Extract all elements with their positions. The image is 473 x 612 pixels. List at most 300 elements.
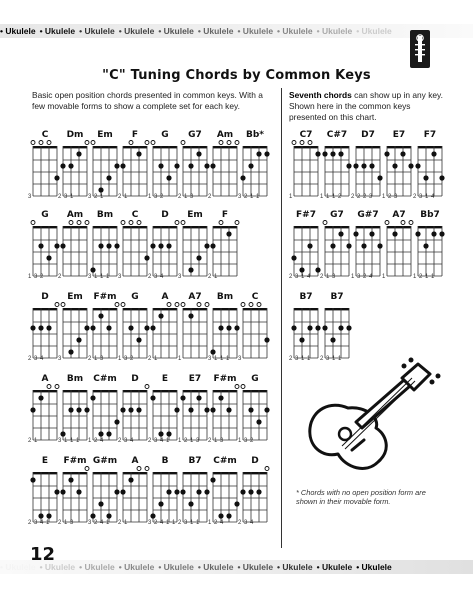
finger-numbers: 3 1 1 1 xyxy=(58,438,80,444)
band-word: • Ukulele xyxy=(79,562,115,572)
finger-numbers: 1 3 2 xyxy=(118,356,134,362)
finger-dot xyxy=(106,175,111,180)
chord-nut xyxy=(63,226,87,228)
open-string-marker xyxy=(115,303,119,307)
chord-name: E xyxy=(161,374,169,384)
finger-dot xyxy=(226,325,231,330)
chord-name: G xyxy=(251,374,259,384)
finger-numbers: 2 3 4 xyxy=(118,438,134,444)
chord-grid xyxy=(120,302,150,360)
finger-dot xyxy=(218,513,223,518)
finger-dot xyxy=(158,243,163,248)
chord-name: Bm xyxy=(96,210,114,220)
finger-dot xyxy=(84,325,89,330)
chord-nut xyxy=(213,146,237,148)
column-divider xyxy=(281,88,282,548)
chord-nut xyxy=(418,146,442,148)
finger-dot xyxy=(322,325,327,330)
chord-nut xyxy=(93,472,117,474)
finger-dot xyxy=(439,231,444,236)
finger-dot xyxy=(423,175,428,180)
finger-dot xyxy=(256,489,261,494)
chord-grid xyxy=(180,140,210,198)
chord-name: A7 xyxy=(188,292,202,302)
chord-name: C xyxy=(251,292,259,302)
finger-numbers: 1 2 1 1 xyxy=(413,274,435,280)
finger-dot xyxy=(330,151,335,156)
footer-ukulele-band xyxy=(0,560,473,574)
finger-numbers: 2 3 4 xyxy=(148,274,164,280)
chord-name: B xyxy=(161,456,169,466)
finger-dot xyxy=(431,151,436,156)
chord-name: F#m xyxy=(93,292,117,302)
finger-numbers: 3 2 1 1 xyxy=(238,194,260,200)
open-string-marker xyxy=(241,385,245,389)
chord-name: Dm xyxy=(66,130,84,140)
finger-dot xyxy=(248,163,253,168)
finger-dot xyxy=(136,407,141,412)
finger-numbers: 1 1 1 2 xyxy=(320,194,342,200)
chord-grid xyxy=(240,302,270,360)
chord-name: G7 xyxy=(330,210,344,220)
band-word: • Ukulele xyxy=(0,26,36,36)
open-string-marker xyxy=(227,141,231,145)
finger-numbers: 3 1 1 1 xyxy=(88,274,110,280)
open-string-marker xyxy=(69,221,73,225)
finger-dot xyxy=(174,489,179,494)
finger-dot xyxy=(30,325,35,330)
finger-numbers: 2 3 4 1 xyxy=(148,438,170,444)
finger-dot xyxy=(218,395,223,400)
finger-dot xyxy=(136,151,141,156)
band-word: • Ukulele xyxy=(277,26,313,36)
chord-nut xyxy=(356,146,380,148)
chord-name: B7 xyxy=(299,292,313,302)
band-word: • Ukulele xyxy=(197,562,234,572)
finger-dot xyxy=(415,231,420,236)
intro-left-text: Basic open position chords presented in common keys. With a few movable forms to show a complete set for each key. xyxy=(32,90,263,111)
chord-name: E7 xyxy=(392,130,406,140)
finger-dot xyxy=(68,349,73,354)
finger-numbers: 1 2 3 xyxy=(382,194,398,200)
finger-numbers: 3 xyxy=(58,356,62,362)
chord-nut xyxy=(356,226,380,228)
chord-grid xyxy=(180,384,210,442)
chord-nut xyxy=(183,472,207,474)
chord-grid xyxy=(120,140,150,198)
finger-dot xyxy=(248,407,253,412)
finger-dot xyxy=(204,243,209,248)
open-string-marker xyxy=(249,303,253,307)
chord-grid xyxy=(90,302,120,360)
chord-nut xyxy=(63,146,87,148)
finger-dot xyxy=(315,267,320,272)
open-string-marker xyxy=(197,303,201,307)
finger-numbers: 2 3 4 1 xyxy=(28,520,50,526)
band-word: • Ukulele xyxy=(79,26,115,36)
finger-dot xyxy=(90,325,95,330)
chord-nut xyxy=(294,226,318,228)
open-string-marker xyxy=(219,141,223,145)
chord-name: C xyxy=(41,130,49,140)
chord-nut xyxy=(387,146,411,148)
open-string-marker xyxy=(129,141,133,145)
chord-nut xyxy=(123,472,147,474)
chord-name: Am xyxy=(216,130,234,140)
chord-name: G#m xyxy=(92,456,118,466)
finger-dot xyxy=(299,337,304,342)
finger-dot xyxy=(166,489,171,494)
header-ukulele-band xyxy=(0,24,473,38)
finger-dot xyxy=(218,325,223,330)
finger-dot xyxy=(60,489,65,494)
finger-dot xyxy=(128,407,133,412)
finger-numbers: 2 xyxy=(58,274,62,280)
finger-numbers: 2 1 3 xyxy=(208,438,224,444)
open-string-marker xyxy=(175,221,179,225)
chord-grid xyxy=(240,466,270,524)
finger-dot xyxy=(361,163,366,168)
finger-dot xyxy=(196,151,201,156)
open-string-marker xyxy=(137,221,141,225)
finger-numbers: 3 xyxy=(178,274,182,280)
finger-dot xyxy=(144,255,149,260)
open-string-marker xyxy=(257,303,261,307)
finger-dot xyxy=(439,175,444,180)
finger-numbers: 2 1 xyxy=(208,274,218,280)
chord-nut xyxy=(325,226,349,228)
chord-grid xyxy=(291,220,321,278)
finger-dot xyxy=(264,337,269,342)
finger-dot xyxy=(196,395,201,400)
finger-dot xyxy=(136,337,141,342)
finger-numbers: 2 2 2 3 xyxy=(351,194,373,200)
finger-dot xyxy=(196,255,201,260)
chord-nut xyxy=(418,226,442,228)
finger-dot xyxy=(46,325,51,330)
finger-dot xyxy=(423,243,428,248)
finger-dot xyxy=(150,513,155,518)
chord-nut xyxy=(243,390,267,392)
open-string-marker xyxy=(121,303,125,307)
chord-name: Bb* xyxy=(245,130,264,140)
chord-grid xyxy=(60,140,90,198)
open-string-marker xyxy=(151,141,155,145)
band-word: • Ukulele xyxy=(158,562,194,572)
chord-name: Em xyxy=(97,130,113,140)
finger-dot xyxy=(361,243,366,248)
finger-numbers: 3 2 4 1 1 xyxy=(148,520,176,526)
finger-dot xyxy=(210,477,215,482)
chord-grid xyxy=(90,140,120,198)
chord-nut xyxy=(93,146,117,148)
band-word: • Ukulele xyxy=(356,26,392,36)
finger-numbers: 3 2 4 1 xyxy=(88,520,110,526)
page-number: 12 xyxy=(30,544,56,565)
ukulele-tab-icon xyxy=(410,30,430,68)
chord-name: Bm xyxy=(66,374,84,384)
finger-numbers: 1 3 2 4 xyxy=(351,274,373,280)
finger-dot xyxy=(204,489,209,494)
chord-grid xyxy=(60,466,90,524)
finger-numbers: 1 2 1 3 xyxy=(178,438,200,444)
open-string-marker xyxy=(167,303,171,307)
finger-dot xyxy=(240,489,245,494)
open-string-marker xyxy=(385,221,389,225)
band-word: • Ukulele xyxy=(356,562,392,572)
finger-dot xyxy=(120,489,125,494)
chord-nut xyxy=(63,472,87,474)
finger-dot xyxy=(166,431,171,436)
chord-grid xyxy=(30,302,60,360)
chord-name: Am xyxy=(66,210,84,220)
finger-dot xyxy=(106,431,111,436)
finger-numbers: 2 3 1 4 xyxy=(289,274,311,280)
finger-dot xyxy=(322,151,327,156)
finger-dot xyxy=(98,243,103,248)
finger-dot xyxy=(338,151,343,156)
open-string-marker xyxy=(219,221,223,225)
chord-name: G xyxy=(161,130,169,140)
chord-grid xyxy=(384,140,414,198)
chord-name: C#m xyxy=(213,456,237,466)
finger-dot xyxy=(120,407,125,412)
chord-grid xyxy=(353,220,383,278)
chord-grid xyxy=(150,220,180,278)
chord-grid xyxy=(322,140,352,198)
finger-numbers: 3 xyxy=(238,356,242,362)
open-string-marker xyxy=(181,303,185,307)
finger-dot xyxy=(188,267,193,272)
finger-dot xyxy=(46,513,51,518)
chord-grid xyxy=(322,220,352,278)
finger-numbers: 3 xyxy=(118,274,122,280)
chord-nut xyxy=(183,226,207,228)
chord-nut xyxy=(123,226,147,228)
chord-nut xyxy=(325,146,349,148)
finger-dot xyxy=(114,163,119,168)
chord-nut xyxy=(213,390,237,392)
finger-dot xyxy=(210,243,215,248)
finger-dot xyxy=(299,267,304,272)
chord-grid xyxy=(210,466,240,524)
finger-dot xyxy=(68,407,73,412)
finger-dot xyxy=(431,231,436,236)
chord-name: A xyxy=(41,374,49,384)
finger-dot xyxy=(54,489,59,494)
finger-dot xyxy=(346,325,351,330)
finger-dot xyxy=(226,407,231,412)
chord-nut xyxy=(63,308,87,310)
band-word: • Ukulele xyxy=(158,26,194,36)
finger-dot xyxy=(307,325,312,330)
open-string-marker xyxy=(39,141,43,145)
finger-dot xyxy=(264,151,269,156)
finger-dot xyxy=(188,313,193,318)
finger-dot xyxy=(106,325,111,330)
ukulele-illustration xyxy=(300,350,450,484)
open-string-marker xyxy=(31,141,35,145)
finger-numbers: 2 1 xyxy=(28,438,38,444)
chord-nut xyxy=(183,390,207,392)
chord-nut xyxy=(213,308,237,310)
finger-dot xyxy=(76,337,81,342)
finger-dot xyxy=(234,325,239,330)
chord-nut xyxy=(93,308,117,310)
finger-dot xyxy=(256,419,261,424)
finger-dot xyxy=(158,501,163,506)
open-string-marker xyxy=(85,467,89,471)
chord-name: B7 xyxy=(188,456,202,466)
chord-name: Bb7 xyxy=(420,210,440,220)
finger-dot xyxy=(400,151,405,156)
finger-dot xyxy=(291,325,296,330)
open-string-marker xyxy=(292,141,296,145)
finger-dot xyxy=(174,407,179,412)
finger-dot xyxy=(76,407,81,412)
finger-dot xyxy=(369,163,374,168)
chord-name: G xyxy=(41,210,49,220)
band-word: • Ukulele xyxy=(118,26,155,36)
chord-nut xyxy=(93,390,117,392)
finger-numbers: 2 3 1 4 xyxy=(413,194,435,200)
finger-dot xyxy=(76,489,81,494)
open-string-marker xyxy=(205,303,209,307)
finger-dot xyxy=(264,407,269,412)
finger-dot xyxy=(98,501,103,506)
chord-grid xyxy=(150,140,180,198)
finger-dot xyxy=(210,349,215,354)
chord-name: A7 xyxy=(392,210,406,220)
chord-nut xyxy=(325,308,349,310)
finger-dot xyxy=(240,175,245,180)
chord-nut xyxy=(123,390,147,392)
chord-nut xyxy=(63,390,87,392)
chord-grid xyxy=(30,384,60,442)
chord-nut xyxy=(123,146,147,148)
finger-dot xyxy=(106,513,111,518)
chord-grid xyxy=(180,302,210,360)
chord-nut xyxy=(153,390,177,392)
open-string-marker xyxy=(409,221,413,225)
chord-name: Em xyxy=(187,210,203,220)
chord-grid xyxy=(120,384,150,442)
finger-dot xyxy=(408,163,413,168)
finger-dot xyxy=(369,231,374,236)
finger-dot xyxy=(330,337,335,342)
finger-dot xyxy=(353,163,358,168)
finger-dot xyxy=(210,407,215,412)
finger-dot xyxy=(60,431,65,436)
open-string-marker xyxy=(55,303,59,307)
finger-dot xyxy=(196,489,201,494)
finger-numbers: 2 3 1 1 xyxy=(320,356,342,362)
chord-nut xyxy=(33,308,57,310)
chord-name: Bm xyxy=(216,292,234,302)
chord-nut xyxy=(153,226,177,228)
finger-numbers: 2 1 xyxy=(118,194,128,200)
chord-grid xyxy=(60,384,90,442)
chord-grid xyxy=(210,140,240,198)
open-string-marker xyxy=(31,221,35,225)
open-string-marker xyxy=(181,221,185,225)
open-string-marker xyxy=(137,467,141,471)
chord-grid xyxy=(210,384,240,442)
finger-dot xyxy=(180,489,185,494)
finger-dot xyxy=(204,163,209,168)
finger-dot xyxy=(98,313,103,318)
chord-grid xyxy=(415,140,445,198)
finger-dot xyxy=(346,163,351,168)
finger-numbers: 2 3 1 1 xyxy=(289,356,311,362)
open-string-marker xyxy=(85,141,89,145)
open-string-marker xyxy=(47,385,51,389)
chord-grid xyxy=(210,302,240,360)
band-word: • Ukulele xyxy=(118,562,155,572)
chord-name: C#m xyxy=(93,374,117,384)
finger-dot xyxy=(392,231,397,236)
chord-grid xyxy=(415,220,445,278)
finger-dot xyxy=(166,175,171,180)
chord-grid xyxy=(180,466,210,524)
chord-grid xyxy=(120,220,150,278)
finger-dot xyxy=(338,231,343,236)
chord-name: D xyxy=(251,456,259,466)
chord-name: A xyxy=(131,456,139,466)
finger-dot xyxy=(150,325,155,330)
chord-nut xyxy=(243,146,267,148)
finger-dot xyxy=(60,163,65,168)
finger-numbers: 1 xyxy=(178,356,182,362)
chord-name: C7 xyxy=(299,130,313,140)
chord-name: C xyxy=(131,210,139,220)
band-word: • Ukulele xyxy=(277,562,313,572)
finger-dot xyxy=(377,243,382,248)
intro-right-rest: can show up in any key. Shown here in the common keys presented on this chart. xyxy=(289,90,443,122)
finger-dot xyxy=(60,243,65,248)
finger-dot xyxy=(128,325,133,330)
finger-dot xyxy=(307,243,312,248)
finger-dot xyxy=(158,431,163,436)
finger-numbers: 2 3 4 xyxy=(28,356,44,362)
open-string-marker xyxy=(235,385,239,389)
band-word: • Ukulele xyxy=(39,26,76,36)
finger-numbers: 1 2 4 xyxy=(88,438,104,444)
finger-dot xyxy=(150,243,155,248)
finger-dot xyxy=(315,325,320,330)
chord-nut xyxy=(213,226,237,228)
chord-nut xyxy=(294,308,318,310)
chord-nut xyxy=(123,308,147,310)
chord-name: F7 xyxy=(423,130,437,140)
chord-name: F xyxy=(221,210,229,220)
finger-numbers: 2 1 3 xyxy=(320,274,336,280)
chord-name: F#7 xyxy=(296,210,316,220)
chord-name: Em xyxy=(67,292,83,302)
chord-grid xyxy=(180,220,210,278)
finger-dot xyxy=(68,163,73,168)
chord-grid xyxy=(90,466,120,524)
chord-nut xyxy=(243,308,267,310)
finger-numbers: 2 1 3 xyxy=(58,520,74,526)
band-word: • Ukulele xyxy=(237,562,274,572)
finger-numbers: 2 3 1 1 xyxy=(178,520,200,526)
finger-numbers: 2 xyxy=(208,194,212,200)
finger-dot xyxy=(38,325,43,330)
finger-dot xyxy=(392,163,397,168)
movable-form-note: * Chords with no open position form are shown in their movable form. xyxy=(296,488,426,506)
chord-name: B7 xyxy=(330,292,344,302)
